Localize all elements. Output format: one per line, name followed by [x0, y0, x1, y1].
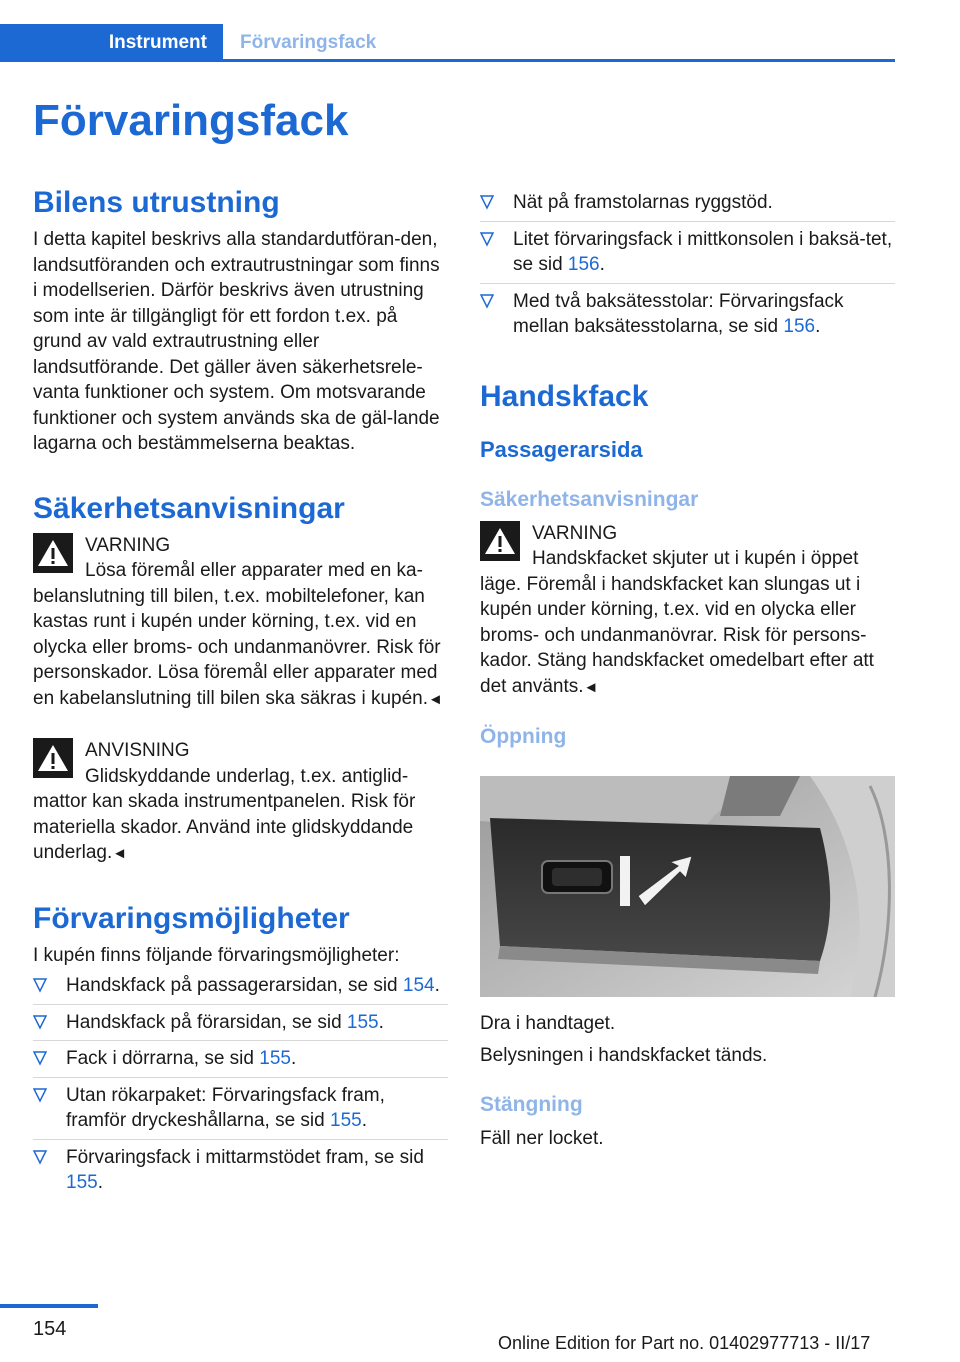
bullet-triangle-icon — [33, 1050, 47, 1066]
list-item — [33, 1078, 448, 1140]
list-item-text: Med två baksätesstolar: Förvaringsfack mellan baksätesstolarna, se sid — [513, 290, 844, 337]
list-item-tail: . — [815, 316, 821, 337]
notice-triangle-icon — [33, 738, 73, 778]
bullet-triangle-icon — [480, 194, 494, 210]
opening-text-1: Dra i handtaget. — [480, 1013, 616, 1034]
footer-bar — [0, 1304, 98, 1308]
heading-forvaringsmojligheter: Förvaringsmöjligheter — [33, 901, 350, 935]
bullet-triangle-icon — [480, 231, 494, 247]
notice-label: ANVISNING — [85, 740, 190, 761]
storage-intro: I kupén finns följande förvaringsmöjligheter: — [33, 944, 400, 966]
heading-sakerhetsanvisningar: Säkerhetsanvisningar — [33, 491, 345, 525]
list-item-text: Förvaringsfack i mittarmstödet fram, se sid — [66, 1146, 424, 1168]
list-item-text: Fack i dörrarna, se sid — [66, 1048, 260, 1069]
closing-text: Fäll ner locket. — [480, 1128, 604, 1149]
end-mark: ◄ — [428, 690, 443, 708]
glovebox-photo — [480, 776, 895, 997]
page-ref-link[interactable]: 156 — [567, 254, 600, 275]
list-item — [480, 284, 895, 345]
header-tabs — [0, 24, 895, 62]
list-item-text: Handskfack på passagerarsidan, se sid — [66, 975, 403, 996]
bullet-triangle-icon — [480, 293, 494, 309]
list-item — [33, 968, 448, 1005]
page-ref-link[interactable]: 155 — [66, 1172, 98, 1193]
tab-forvaringsfack[interactable]: Förvaringsfack — [240, 32, 377, 53]
storage-list-left — [33, 968, 448, 1201]
heading-oppning: Öppning — [480, 725, 567, 748]
list-item — [33, 1005, 448, 1042]
list-item-tail: . — [290, 1048, 297, 1069]
list-item-text: Litet förvaringsfack i mittkonsolen i baksä-tet, se sid — [513, 228, 893, 275]
list-item-tail: . — [434, 975, 440, 996]
glovebox-warning-text: Handskfacket skjuter ut i kupén i öppet läge. Föremål i handskfacket kan slungas ut i kupén under körning, t.ex. vid en olycka eller broms- och undanmanövrar. Risk för persons-kador. Stäng handskfacket omedelbart efter att det använts. — [480, 548, 874, 697]
tab-instrument[interactable]: Instrument — [0, 24, 223, 62]
warning-triangle-icon — [33, 533, 73, 573]
list-item-text: Nät på framstolarnas ryggstöd. — [513, 192, 773, 213]
list-item-text: Utan rökarpaket: Förvaringsfack fram, framför dryckeshållarna, se sid — [66, 1084, 385, 1131]
storage-list-right — [480, 185, 895, 345]
list-item — [33, 1140, 448, 1201]
warning-triangle-icon — [480, 521, 520, 561]
opening-text-2: Belysningen i handskfacket tänds. — [480, 1044, 768, 1066]
right-column — [480, 185, 895, 1152]
list-item-text: Handskfack på förarsidan, se sid — [66, 1011, 347, 1033]
page-ref-link[interactable]: 154 — [402, 975, 435, 996]
notice-text: Glidskyddande underlag, t.ex. antiglid-mattor kan skada instrumentpanelen. Risk för materiella skador. Använd inte glidskyddande underlag. — [33, 765, 416, 863]
page-ref-link[interactable]: 155 — [330, 1110, 362, 1131]
bullet-triangle-icon — [33, 1149, 47, 1165]
bullet-triangle-icon — [33, 1014, 47, 1030]
heading-glovebox-safety: Säkerhetsanvisningar — [480, 487, 699, 511]
heading-bilens-utrustning: Bilens utrustning — [33, 186, 280, 219]
list-item-tail: . — [599, 254, 605, 275]
page-ref-link[interactable]: 155 — [346, 1011, 379, 1033]
edition-info: Online Edition for Part no. 01402977713 - II/17 — [498, 1333, 871, 1353]
glovebox-warning-label: VARNING — [532, 522, 618, 544]
page-title: Förvaringsfack — [33, 96, 349, 145]
bullet-triangle-icon — [33, 977, 47, 993]
page-ref-link[interactable]: 156 — [783, 316, 816, 337]
glovebox-warning-block — [480, 521, 895, 701]
notice-block — [33, 738, 448, 867]
end-mark: ◄ — [112, 845, 128, 862]
page-number: 154 — [33, 1318, 67, 1340]
heading-stangning: Stängning — [480, 1093, 583, 1116]
list-item — [33, 1041, 448, 1078]
heading-passagerarsida: Passagerarsida — [480, 436, 643, 462]
list-item — [480, 185, 895, 222]
end-mark: ◄ — [583, 678, 599, 696]
list-item-tail: . — [361, 1110, 367, 1131]
warning-text: Lösa föremål eller apparater med en ka-belanslutning till bilen, t.ex. mobiltelefoner, kan kastas runt i kupén under körning, t.ex. vid en olycka eller broms- och undanmanövrer. Risk för personskador. Lösa föremål eller apparater med en kabelanslutning till bilen ska säkras i kupén. — [33, 560, 441, 709]
equipment-body: I detta kapitel beskrivs alla standardutföran-den, landsutföranden och extrautrustningar som finns i modellserien. Därför beskrivs även utrustning som inte är tillgängligt för ett fordon t.ex. på grund av vald extrautrustning eller landsutförande. Det gäller även säkerhetsrele-vanta funktioner och system. Om motsvarande funktioner och system används ska de gäl-lande lagarna och bestämmelserna beaktas. — [33, 229, 440, 454]
list-item — [480, 222, 895, 284]
left-column — [33, 185, 448, 1201]
tab-underline — [223, 59, 895, 62]
warning-block — [33, 533, 448, 713]
list-item-tail: . — [97, 1172, 103, 1193]
list-item-tail: . — [378, 1011, 384, 1033]
bullet-triangle-icon — [33, 1087, 47, 1103]
warning-label: VARNING — [85, 534, 171, 556]
page-ref-link[interactable]: 155 — [259, 1048, 291, 1069]
heading-handskfack: Handskfack — [480, 379, 649, 413]
